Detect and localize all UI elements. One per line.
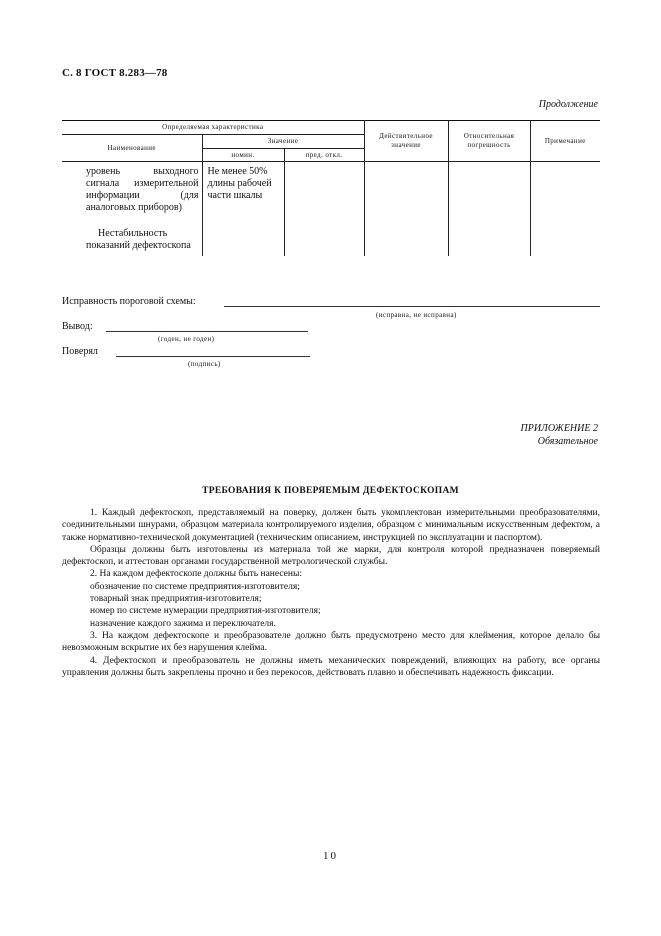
- paragraph: Образцы должны быть изготовлены из материала той же марки, для контроля которой предназначен поверяемый дефектоскоп, и аттестован органами государственной метрологической службы.: [62, 544, 600, 568]
- appendix-heading: [521, 423, 599, 448]
- cell-max-deviation: [284, 162, 364, 257]
- cell-relative-error: [448, 162, 530, 257]
- threshold-label: Исправность пороговой схемы:: [62, 296, 196, 307]
- header-actual-value: Действительное значение: [364, 121, 448, 162]
- appendix-title: ПРИЛОЖЕНИЕ 2: [520, 423, 598, 434]
- threshold-caption: (исправна, не исправна): [376, 311, 457, 319]
- signature-field[interactable]: [116, 356, 310, 357]
- table-row: [62, 162, 600, 257]
- page-header: С. 8 ГОСТ 8.283—78: [62, 67, 168, 79]
- header-nominal: номин.: [202, 148, 284, 162]
- header-value: Значение: [202, 134, 364, 148]
- signature-caption: (подпись): [188, 360, 221, 368]
- cell-nominal: Не менее 50% длины рабочей части шкалы: [202, 162, 284, 257]
- paragraph: 1. Каждый дефектоскоп, представляемый на поверку, должен быть укомплектован измерительными преобразователями, соединительными шнурами, образцом материала контролируемого изделия, образцом с минимальным искусственным дефектом, а также нормативно-технической документацией (техническим описанием, инструкцией по эксплуатации и паспортом).: [62, 508, 600, 543]
- paragraph: 2. На каждом дефектоскопе должны быть нанесены:: [90, 569, 302, 580]
- section-title: ТРЕБОВАНИЯ К ПОВЕРЯЕМЫМ ДЕФЕКТОСКОПАМ: [202, 486, 459, 496]
- paragraph: обозначение по системе предприятия-изготовителя;: [90, 581, 300, 592]
- conclusion-label: Вывод:: [62, 321, 93, 332]
- header-characteristic: Определяемая характеристика: [62, 121, 364, 135]
- requirements-text: [62, 507, 600, 679]
- appendix-subtitle: Обязательное: [537, 435, 598, 447]
- header-note: Примечание: [530, 121, 600, 162]
- page-number: 10: [323, 850, 338, 862]
- conclusion-field[interactable]: [106, 331, 308, 332]
- threshold-field[interactable]: [224, 306, 600, 307]
- paragraph: назначение каждого зажима и переключателя.: [90, 618, 276, 629]
- cell-actual: [364, 162, 448, 257]
- paragraph: товарный знак предприятия-изготовителя;: [90, 594, 262, 605]
- checked-by-label: Поверял: [62, 346, 98, 357]
- verification-table: [62, 120, 600, 256]
- paragraph: 4. Дефектоскоп и преобразователь не должны иметь механических повреждений, влияющих на работу, все органы управления должны быть закреплены прочно и без перекосов, действовать плавно и обеспечивать надежность фиксации.: [62, 655, 600, 678]
- row-name-instability: Нестабильность показаний дефектоскопа: [86, 228, 191, 252]
- continuation-label: Продолжение: [538, 99, 598, 110]
- row-name-output-level: уровень выходного сигнала измерительной информации (для аналоговых приборов): [86, 166, 199, 214]
- paragraph: 3. На каждом дефектоскопе и преобразователе должно быть предусмотрено место для клеймения, которое делало бы невозможным вскрытие их без нарушения клейма.: [62, 630, 600, 654]
- paragraph: номер по системе нумерации предприятия-изготовителя;: [90, 606, 321, 617]
- cell-note: [530, 162, 600, 257]
- conclusion-caption: (годен, не годен): [158, 335, 215, 343]
- header-name: Наименование: [62, 134, 202, 162]
- cell-name: [62, 162, 202, 257]
- header-max-deviation: пред. откл.: [284, 148, 364, 162]
- header-relative-error: Относительная погрешность: [448, 121, 530, 162]
